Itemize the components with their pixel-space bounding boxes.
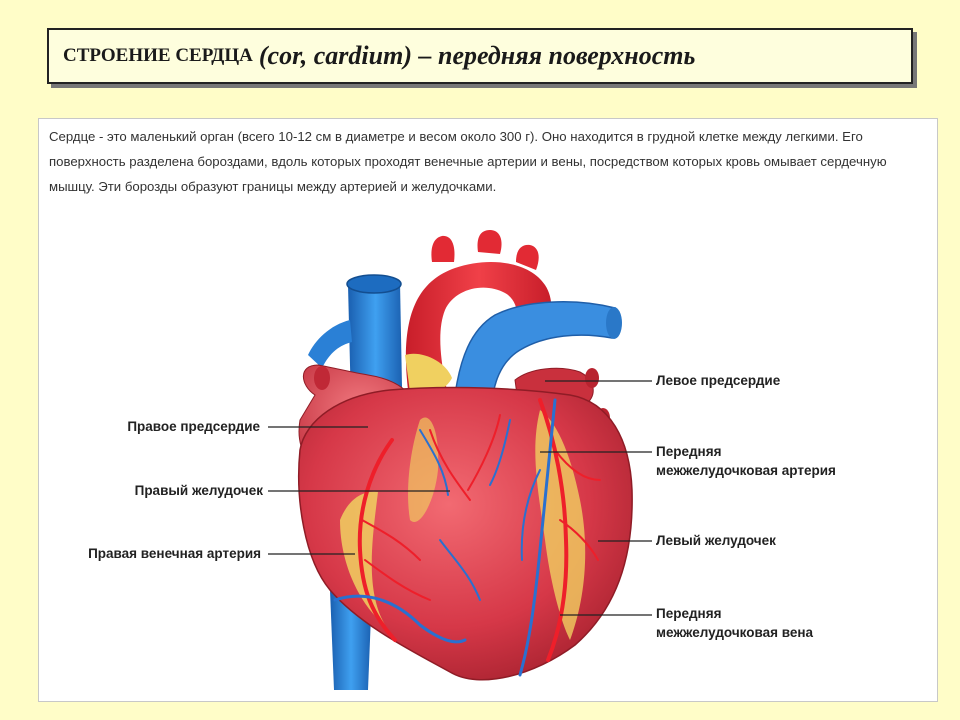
label-anterior-interventricular-artery: Передняя межжелудочковая артерия — [656, 444, 836, 478]
pulmonary-vein-left-1 — [585, 368, 599, 388]
label-anterior-interventricular-vein: Передняя межжелудочковая вена — [656, 606, 814, 640]
label-right-coronary-artery: Правая венечная артерия — [88, 546, 261, 561]
title-main: СТРОЕНИЕ СЕРДЦА — [63, 45, 253, 66]
subclavian-artery — [516, 245, 539, 270]
vena-cava-opening — [347, 275, 401, 293]
left-carotid-artery — [478, 230, 502, 254]
label-left-atrium: Левое предсердие — [656, 373, 781, 388]
label-right-atrium: Правое предсердие — [127, 419, 260, 434]
label-left-ventricle: Левый желудочек — [656, 533, 776, 548]
pulmonary-vein-right — [314, 366, 330, 390]
description-text: Сердце - это маленький орган (всего 10-12 см в диаметре и весом около 300 г). Оно находится в грудной клетке между легкими. Его поверхность разделена бороздами, вдоль которых проходят венечные артерии и вены, посредством которых кровь омывает сердечную мышцу. Эти борозды образуют границы между артерией и желудочками. — [49, 129, 887, 194]
label-right-ventricle: Правый желудочек — [134, 483, 263, 498]
pulmonary-artery-end — [606, 307, 622, 339]
title-latin: (cor, cardium) – передняя поверхность — [258, 41, 696, 70]
brachiocephalic-vein — [308, 320, 352, 368]
brachiocephalic-artery — [431, 236, 454, 262]
